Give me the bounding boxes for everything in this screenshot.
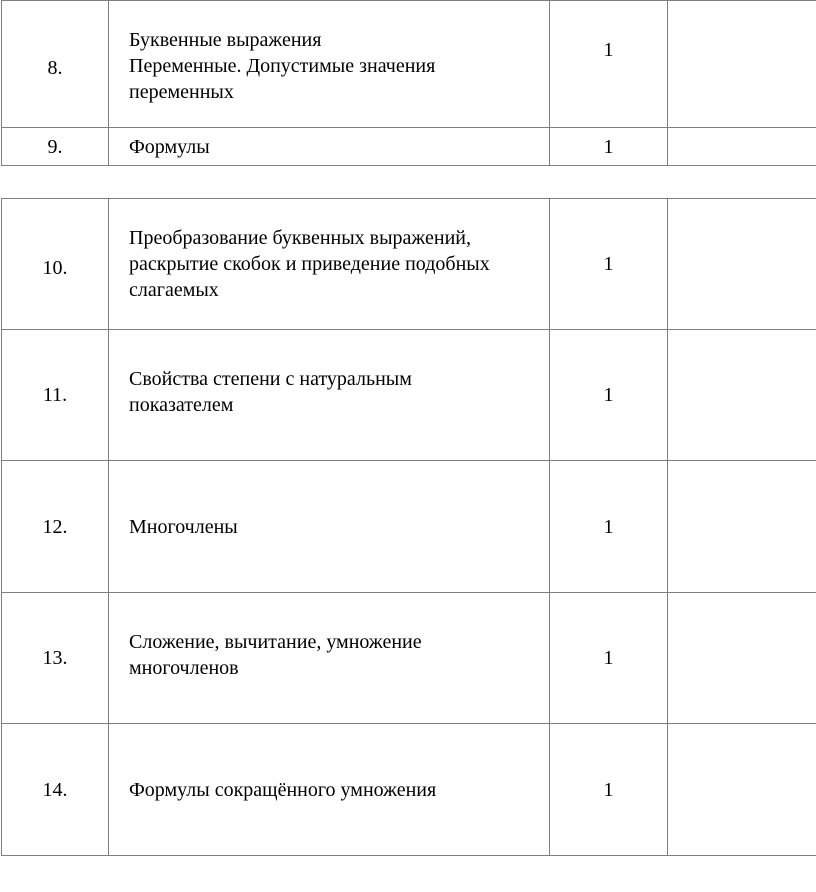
row-topic — [109, 593, 550, 724]
table-row — [2, 330, 816, 461]
topic-line: слагаемых — [129, 279, 219, 301]
table-row — [2, 128, 816, 166]
lesson-table-top — [1, 0, 816, 166]
table-row — [2, 199, 816, 330]
topic-line: Формулы сокращённого умножения — [129, 778, 437, 801]
row-note — [668, 330, 816, 461]
row-number: 8. — [2, 1, 109, 128]
table-row — [2, 593, 816, 724]
table-row — [2, 461, 816, 593]
row-number: 13. — [2, 593, 109, 724]
row-topic — [109, 724, 550, 856]
row-hours: 1 — [550, 724, 668, 856]
row-hours: 1 — [550, 128, 668, 166]
row-number: 14. — [2, 724, 109, 856]
topic-line: многочленов — [129, 657, 239, 679]
row-hours: 1 — [550, 199, 668, 330]
topic-line: Свойства степени с натуральным — [129, 368, 412, 390]
topic-line: раскрытие скобок и приведение подобных — [129, 253, 490, 275]
row-number: 12. — [2, 461, 109, 593]
row-note — [668, 199, 816, 330]
row-number: 11. — [2, 330, 109, 461]
row-hours: 1 — [550, 330, 668, 461]
table-row — [2, 1, 816, 128]
row-note — [668, 593, 816, 724]
topic-line: Сложение, вычитание, умножение — [129, 631, 422, 653]
row-topic — [109, 128, 550, 166]
row-number: 10. — [2, 199, 109, 330]
topic-line: показателем — [129, 394, 234, 416]
row-note — [668, 461, 816, 593]
row-topic — [109, 1, 550, 128]
row-note — [668, 128, 816, 166]
topic-line: Преобразование буквенных выражений, — [129, 227, 471, 249]
topic-line: Буквенные выражения — [129, 29, 322, 51]
row-topic — [109, 461, 550, 593]
topic-line: Формулы — [129, 135, 210, 158]
row-topic — [109, 199, 550, 330]
lesson-table-bottom — [1, 198, 816, 856]
table-row — [2, 724, 816, 856]
row-hours: 1 — [550, 1, 668, 128]
row-topic — [109, 330, 550, 461]
row-hours: 1 — [550, 461, 668, 593]
topic-line: Многочлены — [129, 515, 238, 538]
topic-line: Переменные. Допустимые значения — [129, 55, 436, 77]
topic-line: переменных — [129, 81, 234, 103]
row-note — [668, 724, 816, 856]
row-note — [668, 1, 816, 128]
row-number: 9. — [2, 128, 109, 166]
row-hours: 1 — [550, 593, 668, 724]
